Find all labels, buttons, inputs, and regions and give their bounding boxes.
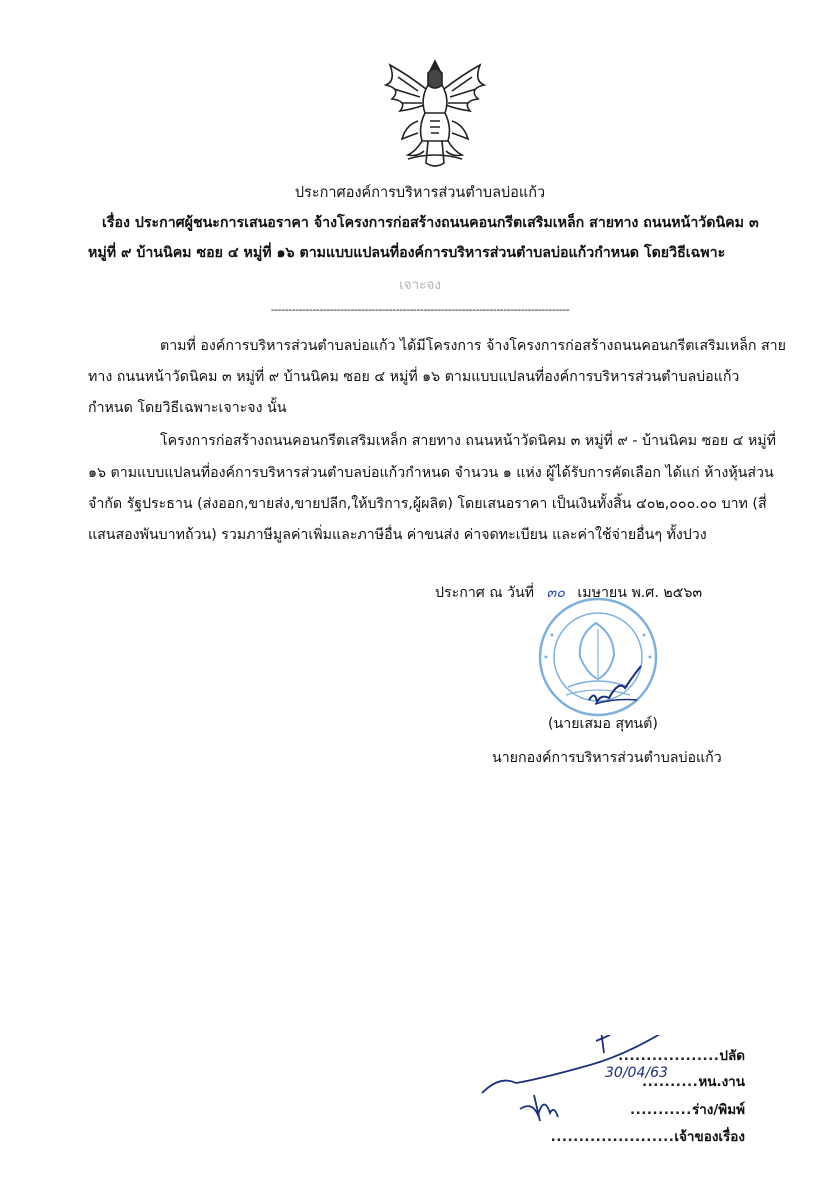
routing-line-1: ..................ปลัด — [618, 1048, 745, 1064]
routing-line-3: ...........ร่าง/พิมพ์ — [630, 1102, 745, 1118]
paragraph-2-line-4: แสนสองพันบาทถ้วน) รวมภาษีมูลค่าเพิ่มและภาษีอื่น ค่าขนส่ง ค่าจดทะเบียน และค่าใช้จ่ายอื่นๆ ทั้งปวง — [88, 527, 707, 543]
paragraph-2-line-1: โครงการก่อสร้างถนนคอนกรีตเสริมเหล็ก สายทาง ถนนหน้าวัดนิคม ๓ หมู่ที่ ๙ - บ้านนิคม ซอย ๔ หมู่ที่ — [160, 433, 776, 449]
paragraph-1-line-3: กำหนด โดยวิธีเฉพาะเจาะจง นั้น — [88, 400, 287, 416]
routing-handwritten-date: 30/04/63 — [605, 1065, 668, 1081]
signatory-position: นายกองค์การบริหารส่วนตำบลบ่อแก้ว — [492, 750, 722, 766]
routing-line-4: ......................เจ้าของเรื่อง — [550, 1129, 745, 1145]
announcement-title: ประกาศองค์การบริหารส่วนตำบลบ่อแก้ว — [294, 185, 546, 201]
paragraph-2-line-2: ๑๖ ตามแบบแปลนที่องค์การบริหารส่วนตำบลบ่อแก้วกำหนด จำนวน ๑ แห่ง ผู้ได้รับการคัดเลือก ได้แก่ ห้างหุ้นส่วน — [88, 465, 774, 481]
routing-label-3: ร่าง/พิมพ์ — [691, 1102, 745, 1118]
routing-line-2: ..........หน.งาน — [642, 1074, 745, 1090]
paragraph-1-line-2: ทาง ถนนหน้าวัดนิคม ๓ หมู่ที่ ๙ บ้านนิคม ซอย ๔ หมู่ที่ ๑๖ ตามแบบแปลนที่องค์การบริหารส่วนตำบลบ่อแก้ว — [88, 369, 740, 385]
routing-label-1: ปลัด — [719, 1048, 745, 1064]
paragraph-1-line-1: ตามที่ องค์การบริหารส่วนตำบลบ่อแก้ว ได้มีโครงการ จ้างโครงการก่อสร้างถนนคอนกรีตเสริมเหล็ก สาย — [160, 338, 786, 354]
routing-label-2: หน.งาน — [698, 1074, 745, 1090]
header-divider: -------------------------------------------------------------------------------------- — [270, 303, 570, 316]
paragraph-2-line-3: จำกัด รัฐประธาน (ส่งออก,ขายส่ง,ขายปลีก,ให้บริการ,ผู้ผลิต) โดยเสนอราคา เป็นเงินทั้งสิ้น ๔๐๒,๐๐๐.๐๐ บาท (สี่ — [88, 496, 767, 512]
date-prefix: ประกาศ ณ วันที่ — [435, 585, 535, 601]
signature-icon — [585, 660, 645, 710]
routing-label-4: เจ้าของเรื่อง — [674, 1129, 745, 1145]
subject-line-1: เรื่อง ประกาศผู้ชนะการเสนอราคา จ้างโครงการก่อสร้างถนนคอนกรีตเสริมเหล็ก สายทาง ถนนหน้าวัดนิคม ๓ — [102, 215, 759, 231]
signatory-name: (นายเสมอ สุทนต์) — [548, 716, 658, 732]
garuda-emblem-icon — [378, 55, 492, 173]
date-day-handwritten: ๓๐ — [546, 585, 565, 601]
subject-line-2: หมู่ที่ ๙ บ้านนิคม ซอย ๔ หมู่ที่ ๑๖ ตามแบบแปลนที่องค์การบริหารส่วนตำบลบ่อแก้วกำหนด โดยวิธีเฉพาะ — [88, 245, 726, 261]
date-month-year: เมษายน พ.ศ. ๒๕๖๓ — [577, 585, 703, 601]
subject-line-3: เจาะจง — [399, 277, 441, 293]
